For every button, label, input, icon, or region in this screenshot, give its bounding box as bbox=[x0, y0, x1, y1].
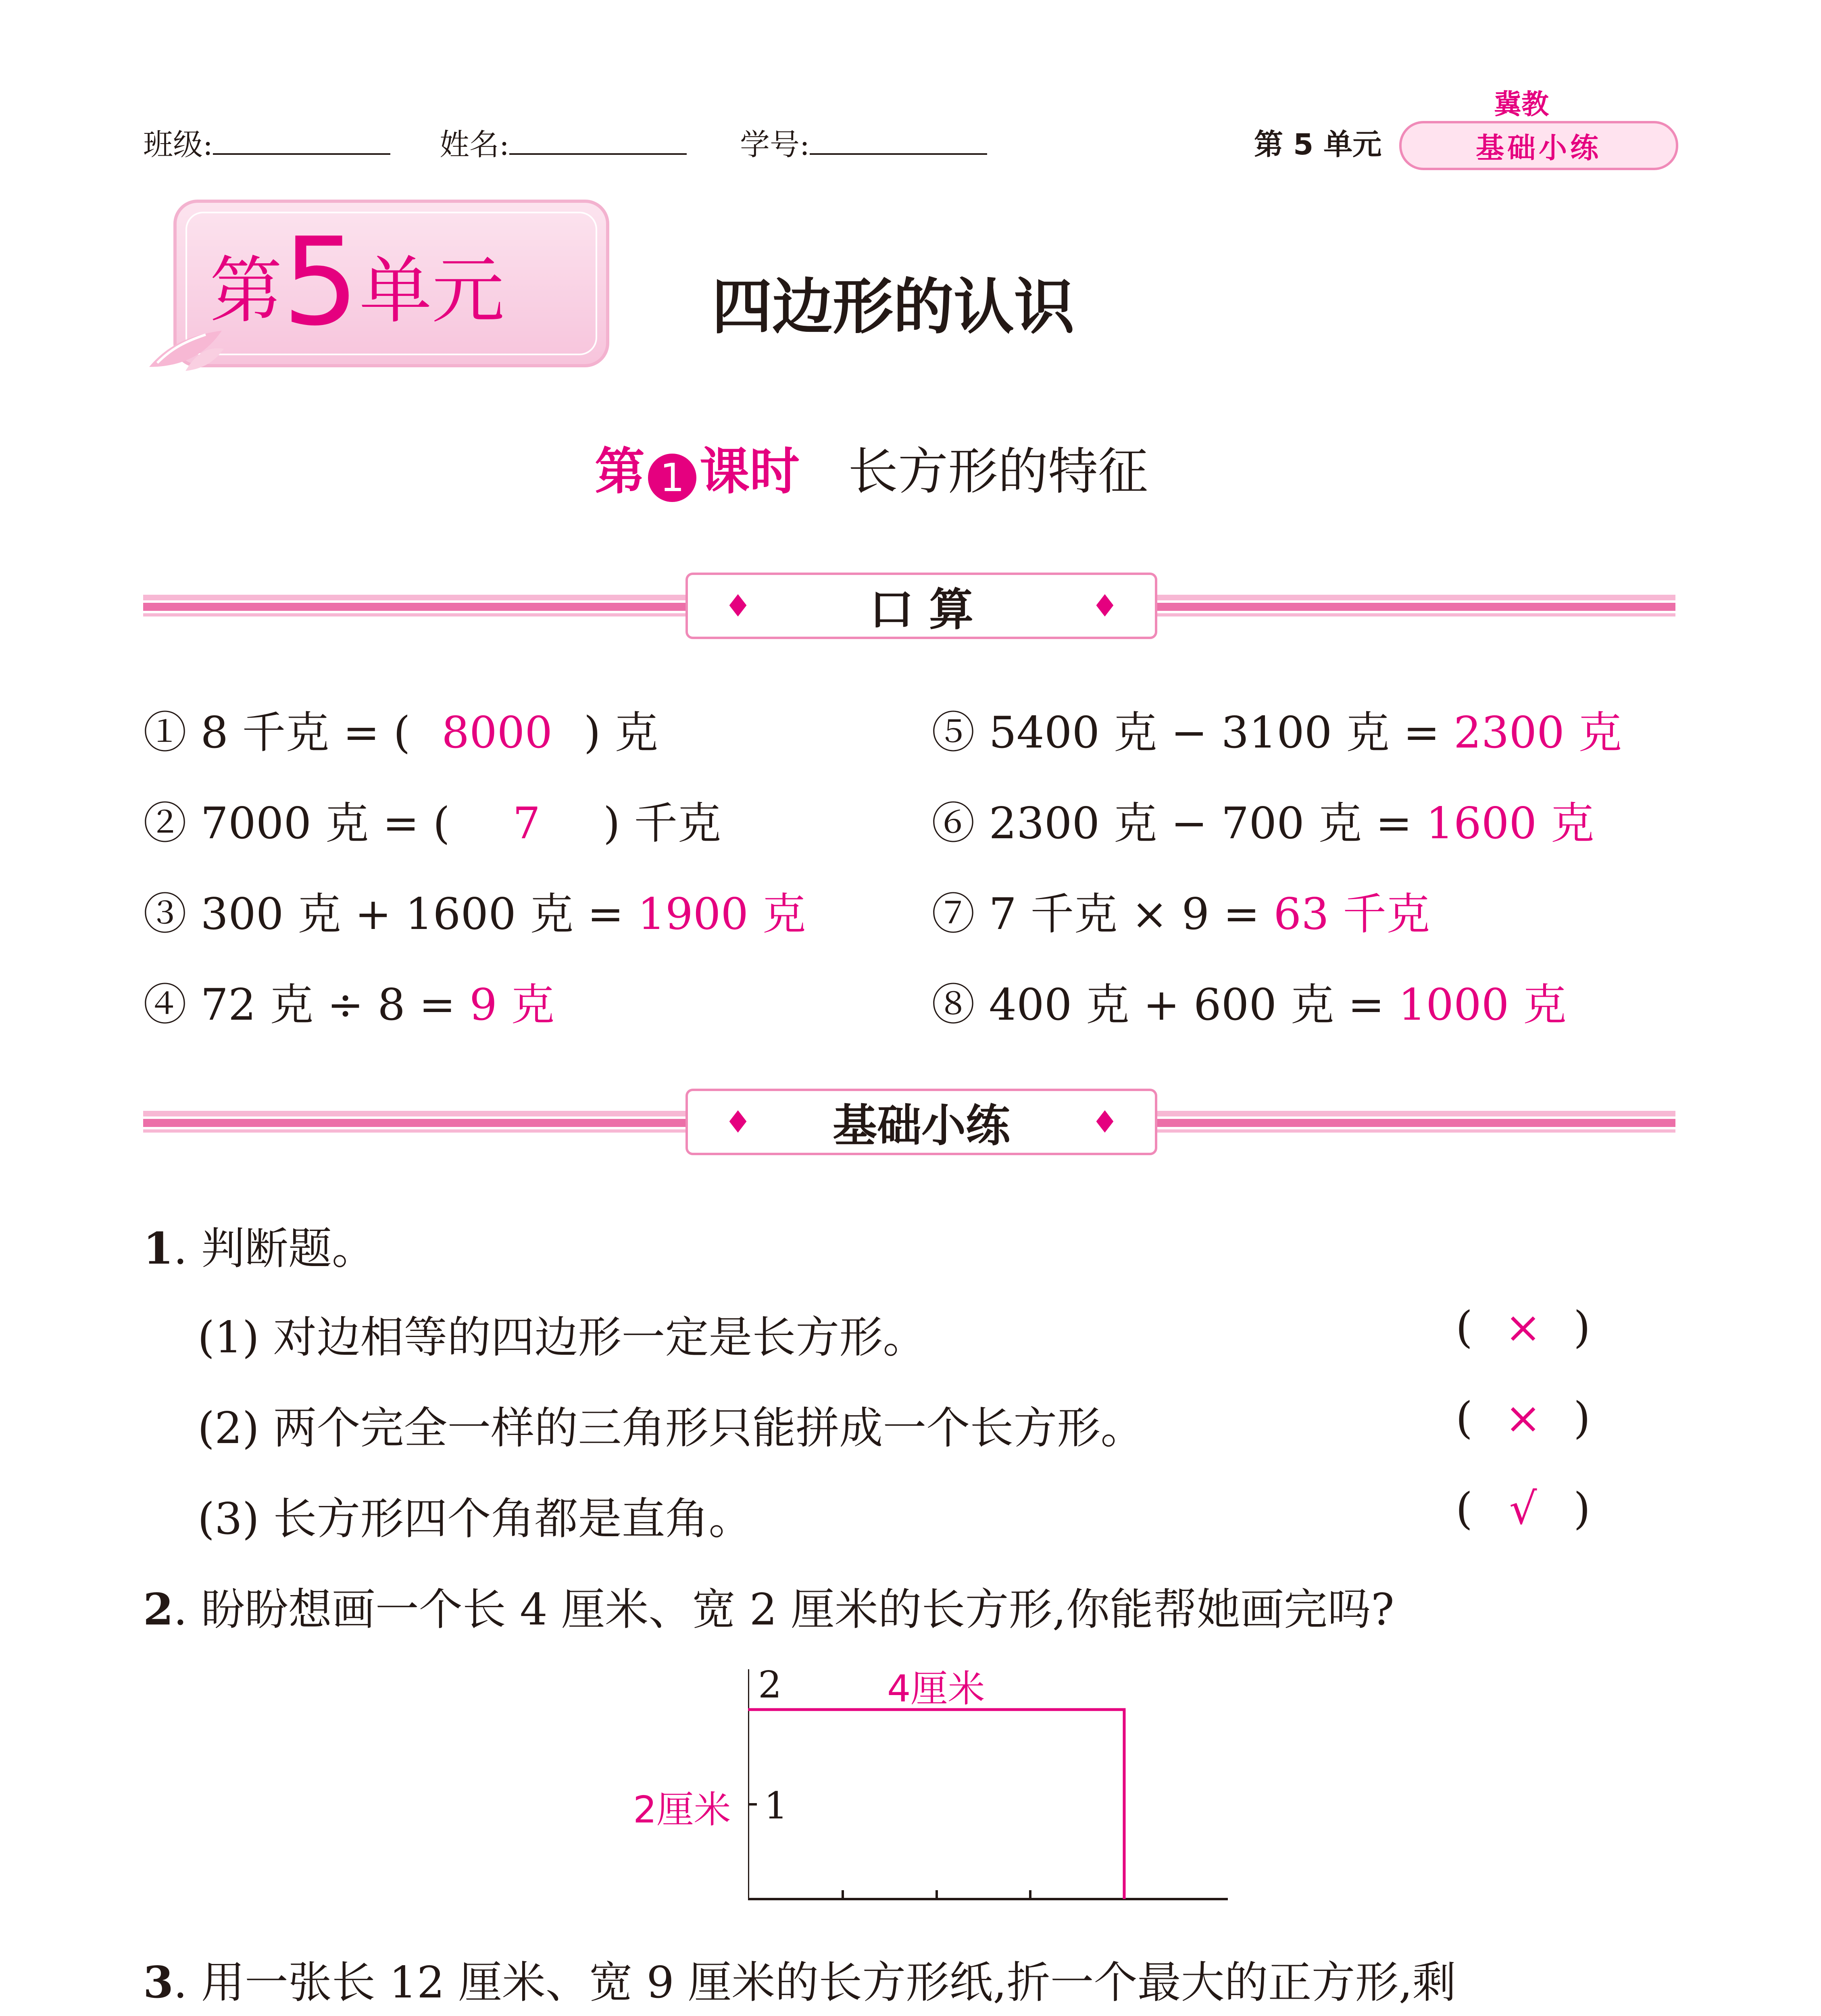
y-tick-label-1: 1 bbox=[764, 1784, 788, 1827]
question-text: . 用一张长 12 厘米、宽 9 厘米的长方形纸,折一个最大的正方形,剩 bbox=[173, 1958, 1456, 2008]
header-unit: 第 5 单元 bbox=[1254, 127, 1382, 161]
mental-item-6 bbox=[931, 788, 1594, 851]
chapter-title: 四边形的认识 bbox=[712, 272, 1075, 342]
diamond-icon: ♦ bbox=[1091, 588, 1119, 624]
answer[interactable]: 1900 克 bbox=[638, 889, 806, 939]
question-text: ③ 300 克 + 1600 克 = bbox=[143, 889, 638, 939]
edition-label: 冀教 bbox=[1494, 89, 1549, 121]
question-text: ② 7000 克 = ( bbox=[143, 798, 450, 849]
mental-item-8 bbox=[931, 970, 1567, 1032]
question-tail: ) 克 bbox=[583, 708, 658, 758]
brand-pill bbox=[1399, 121, 1678, 170]
lesson-suffix: 课时 bbox=[700, 443, 800, 501]
question-text: ① 8 千克 = ( bbox=[143, 708, 410, 758]
unit-prefix: 第 bbox=[210, 249, 283, 333]
section-header-basic bbox=[685, 1089, 1157, 1155]
drawn-rectangle bbox=[748, 1710, 1124, 1899]
length-label: 4厘米 bbox=[887, 1667, 985, 1710]
class-label: 班级: bbox=[143, 127, 213, 162]
q1-item-2: (2) 两个完全一样的三角形只能拼成一个长方形。 bbox=[198, 1403, 1144, 1454]
question-text: ⑤ 5400 克 − 3100 克 = bbox=[931, 708, 1454, 758]
diamond-icon: ♦ bbox=[1091, 1104, 1119, 1140]
name-blank[interactable] bbox=[509, 153, 687, 155]
question-number: 1 bbox=[143, 1223, 174, 1274]
diamond-icon: ♦ bbox=[724, 588, 752, 624]
q1-item-3: (3) 长方形四个角都是直角。 bbox=[198, 1494, 752, 1544]
paren-close: ) bbox=[1573, 1302, 1591, 1353]
name-label: 姓名: bbox=[440, 127, 509, 162]
mental-item-1 bbox=[143, 698, 658, 760]
width-label: 2厘米 bbox=[633, 1788, 731, 1831]
paren-open: ( bbox=[1456, 1484, 1473, 1534]
section-header-mental bbox=[685, 573, 1157, 639]
id-label: 学号: bbox=[740, 127, 810, 162]
paren-open: ( bbox=[1456, 1393, 1473, 1443]
section-title-basic: 基础小练 bbox=[833, 1100, 1010, 1152]
id-blank[interactable] bbox=[810, 153, 987, 155]
paren-close: ) bbox=[1573, 1484, 1591, 1534]
question-tail: ) 千克 bbox=[603, 798, 721, 849]
question-text: . 盼盼想画一个长 4 厘米、宽 2 厘米的长方形,你能帮她画完吗? bbox=[173, 1585, 1394, 1635]
question-text: ⑦ 7 千克 × 9 = bbox=[931, 889, 1274, 939]
name-field bbox=[440, 121, 687, 164]
answer[interactable]: 1000 克 bbox=[1398, 980, 1567, 1030]
lesson-title bbox=[595, 431, 1148, 503]
q1-answer-3 bbox=[1456, 1484, 1590, 1534]
question-text: ④ 72 克 ÷ 8 = bbox=[143, 980, 470, 1030]
question-text: ⑥ 2300 克 − 700 克 = bbox=[931, 798, 1426, 849]
lesson-prefix: 第 bbox=[595, 443, 645, 501]
class-field bbox=[143, 121, 390, 164]
q1-answer-1 bbox=[1456, 1302, 1590, 1353]
mental-item-5 bbox=[931, 698, 1622, 760]
lesson-number: 1 bbox=[648, 454, 696, 502]
answer[interactable]: 7 bbox=[513, 798, 541, 849]
answer[interactable]: 1600 克 bbox=[1426, 798, 1594, 849]
lesson-name: 长方形的特征 bbox=[848, 443, 1148, 501]
q3-stem-line1 bbox=[143, 1947, 1456, 2010]
brand-label: 基础小练 bbox=[1476, 131, 1602, 165]
paren-close: ) bbox=[1573, 1393, 1591, 1443]
y-tick-label-2: 2 bbox=[758, 1663, 782, 1706]
answer[interactable]: 63 千克 bbox=[1273, 889, 1430, 939]
question-text: ⑧ 400 克 + 600 克 = bbox=[931, 980, 1398, 1030]
judge-answer[interactable]: × bbox=[1504, 1302, 1542, 1353]
judge-answer[interactable]: √ bbox=[1509, 1484, 1537, 1534]
id-field bbox=[740, 121, 987, 164]
rectangle-diagram bbox=[748, 1669, 1232, 1911]
answer[interactable]: 8000 bbox=[442, 708, 553, 758]
unit-number: 5 bbox=[282, 212, 359, 352]
q1-stem bbox=[143, 1214, 375, 1276]
section-title-mental: 口 算 bbox=[869, 583, 974, 635]
q1-item-1: (1) 对边相等的四边形一定是长方形。 bbox=[198, 1312, 927, 1363]
question-number: 2 bbox=[143, 1584, 174, 1635]
q1-answer-2 bbox=[1456, 1393, 1590, 1443]
answer[interactable]: 2300 克 bbox=[1454, 708, 1622, 758]
mental-item-3 bbox=[143, 879, 806, 941]
mental-item-4 bbox=[143, 970, 554, 1032]
answer[interactable]: 9 克 bbox=[469, 980, 555, 1030]
judge-answer[interactable]: × bbox=[1504, 1393, 1542, 1443]
unit-title bbox=[210, 212, 504, 352]
mental-item-7 bbox=[931, 879, 1430, 941]
question-text: . 判断题。 bbox=[173, 1224, 375, 1274]
q2-stem bbox=[143, 1574, 1394, 1637]
paren-open: ( bbox=[1456, 1302, 1473, 1353]
question-number: 3 bbox=[143, 1957, 174, 2008]
class-blank[interactable] bbox=[213, 153, 390, 155]
mental-item-2 bbox=[143, 788, 721, 851]
unit-suffix: 单元 bbox=[359, 249, 504, 333]
diamond-icon: ♦ bbox=[724, 1104, 752, 1140]
